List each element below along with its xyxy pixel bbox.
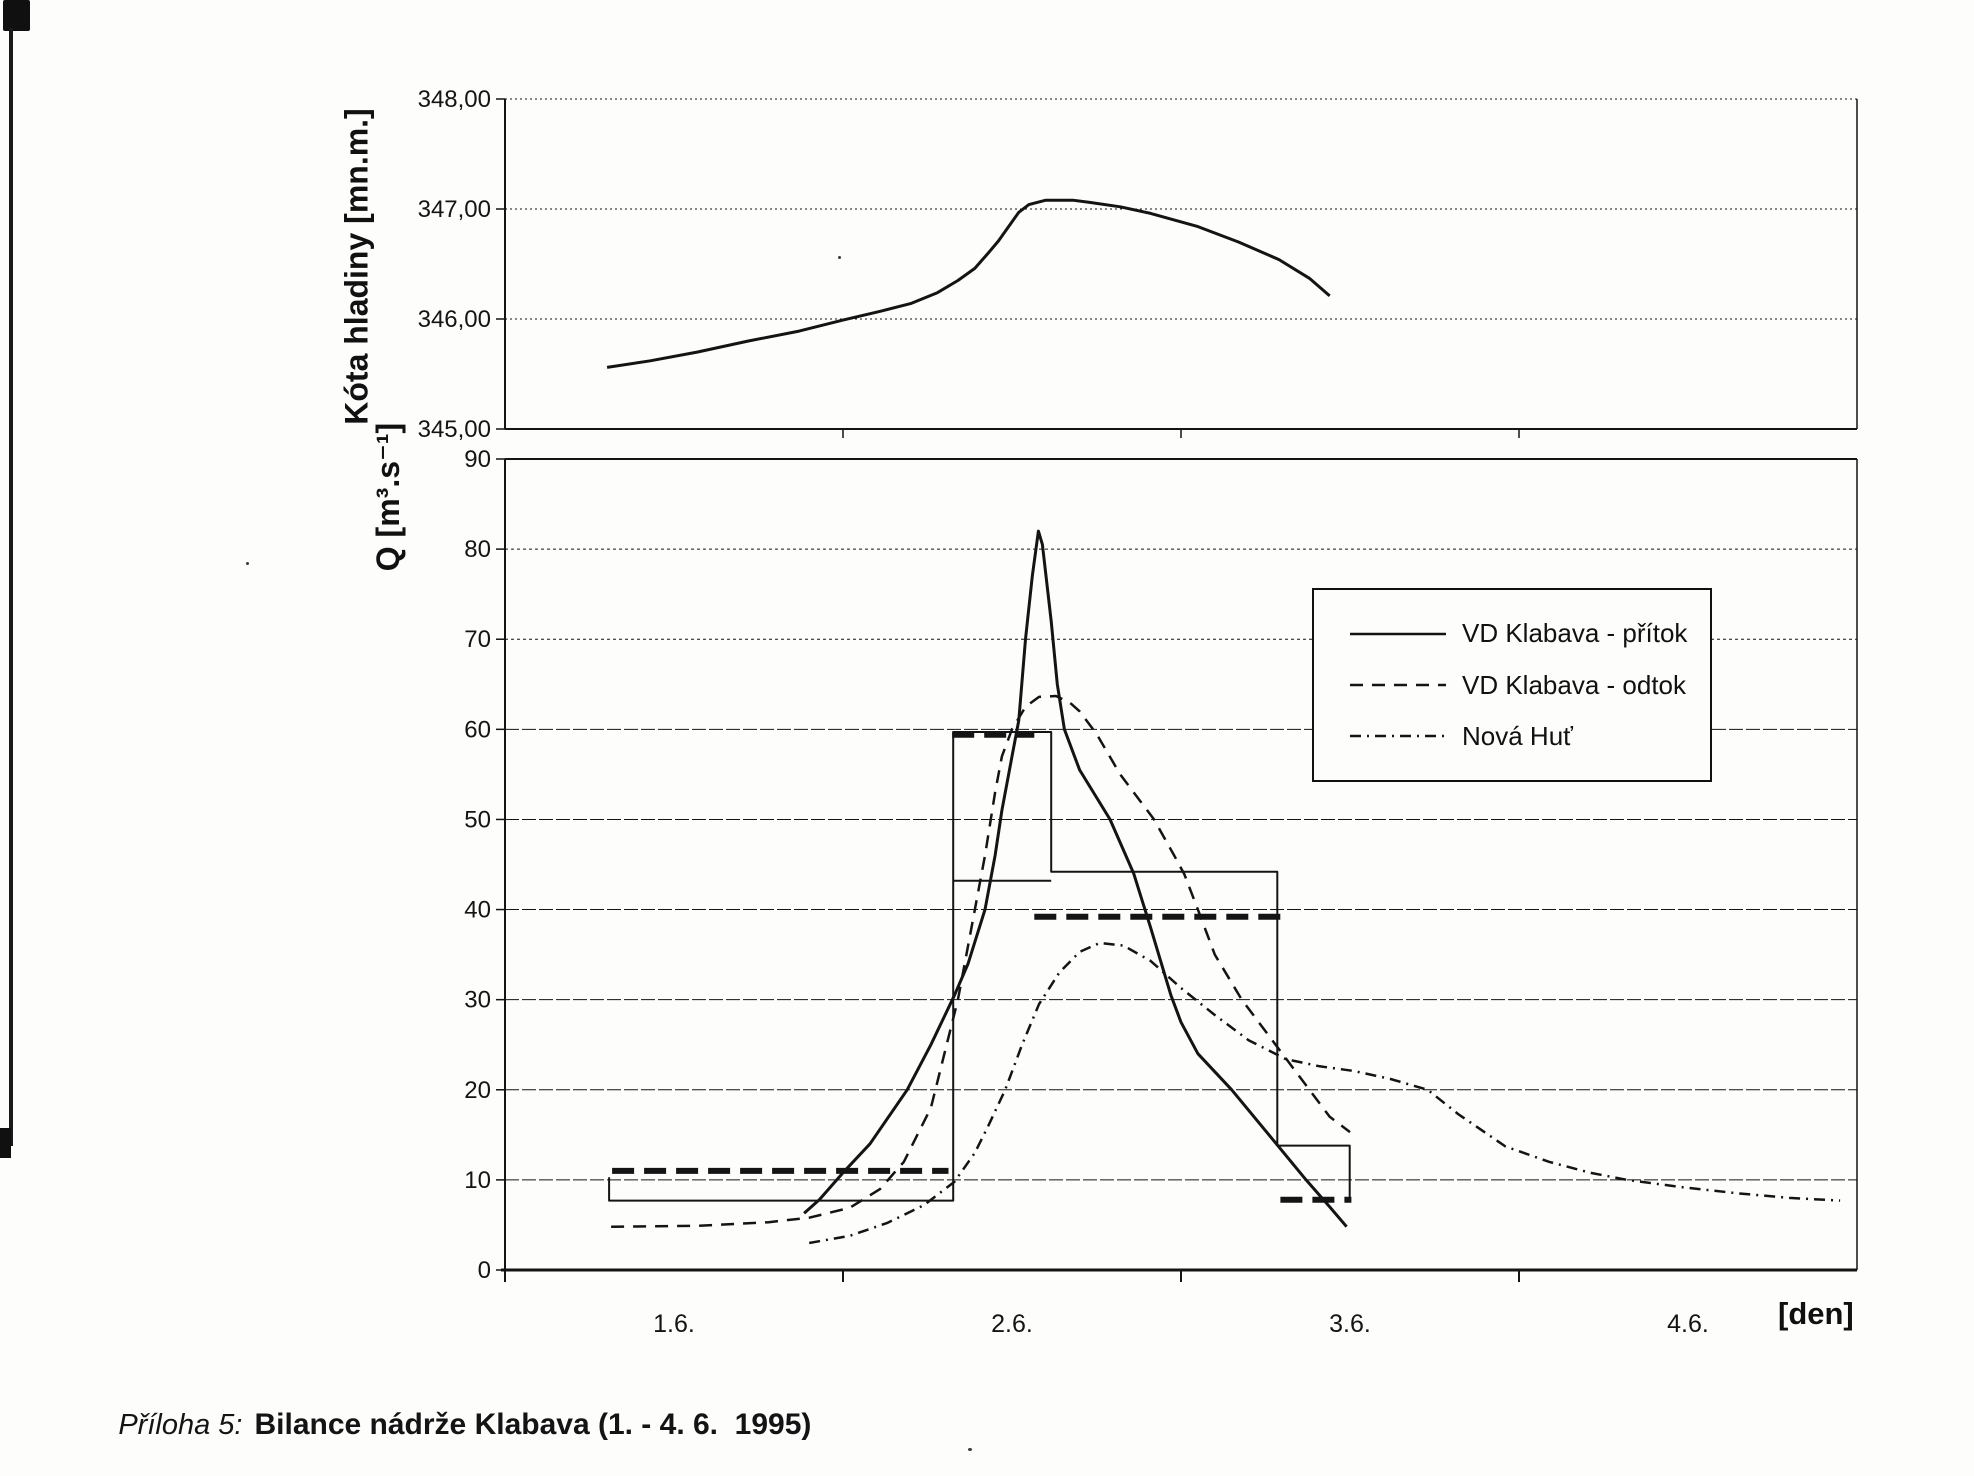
caption-prefix: Příloha 5: <box>118 1409 243 1441</box>
legend-item <box>1350 618 1706 649</box>
top-chart-y-tick-label: 346,00 <box>417 306 491 333</box>
legend-item-label: VD Klabava - přítok <box>1462 618 1688 649</box>
top-chart-y-tick-label: 348,00 <box>417 86 491 113</box>
legend-item <box>1350 670 1706 701</box>
x-axis-day-label: 3.6. <box>1329 1310 1371 1338</box>
bottom-chart-y-tick-label: 10 <box>464 1166 491 1194</box>
top-chart-y-axis-title: Kóta hladiny [mn.m.] <box>338 108 375 425</box>
legend-solid-line-icon <box>1350 629 1446 639</box>
legend-box <box>1312 588 1712 782</box>
x-axis-day-label: 1.6. <box>653 1310 695 1338</box>
series-vd-klabava-p-tok <box>804 531 1347 1227</box>
bottom-chart-y-tick-label: 20 <box>464 1076 491 1104</box>
x-axis-unit-label: [den] <box>1778 1296 1854 1331</box>
bottom-chart-y-tick-label: 80 <box>464 536 491 564</box>
x-axis-day-label: 2.6. <box>991 1310 1033 1338</box>
legend-dashed-line-icon <box>1350 680 1446 690</box>
legend-item <box>1350 721 1706 752</box>
series-vd-klabava-odtok <box>611 696 1350 1227</box>
bottom-chart-y-tick-label: 40 <box>464 896 491 924</box>
bottom-chart-y-tick-label: 50 <box>464 806 491 834</box>
bottom-chart-y-axis-title: Q [m³.s⁻¹] <box>370 422 406 572</box>
series-bilan-n-stupn-tenk-obrys <box>609 732 1350 1201</box>
x-axis-day-label: 4.6. <box>1667 1310 1709 1338</box>
series-hladina-line <box>607 200 1330 367</box>
figure-caption <box>85 1374 811 1476</box>
bottom-chart-y-tick-label: 30 <box>464 986 491 1014</box>
bottom-chart-y-tick-label: 0 <box>477 1257 491 1284</box>
bottom-chart-y-tick-label: 60 <box>464 716 491 744</box>
bottom-chart-y-tick-label: 90 <box>464 446 491 473</box>
top-chart-y-tick-label: 345,00 <box>417 416 491 443</box>
bottom-chart-y-tick-label: 70 <box>464 626 491 654</box>
legend-dashdot-line-icon <box>1350 731 1446 741</box>
legend-item-label: VD Klabava - odtok <box>1462 669 1687 700</box>
legend-item-label: Nová Huť <box>1462 720 1573 751</box>
caption-title: Bilance nádrže Klabava (1. - 4. 6. 1995) <box>254 1408 812 1441</box>
top-chart-y-tick-label: 347,00 <box>417 196 491 223</box>
